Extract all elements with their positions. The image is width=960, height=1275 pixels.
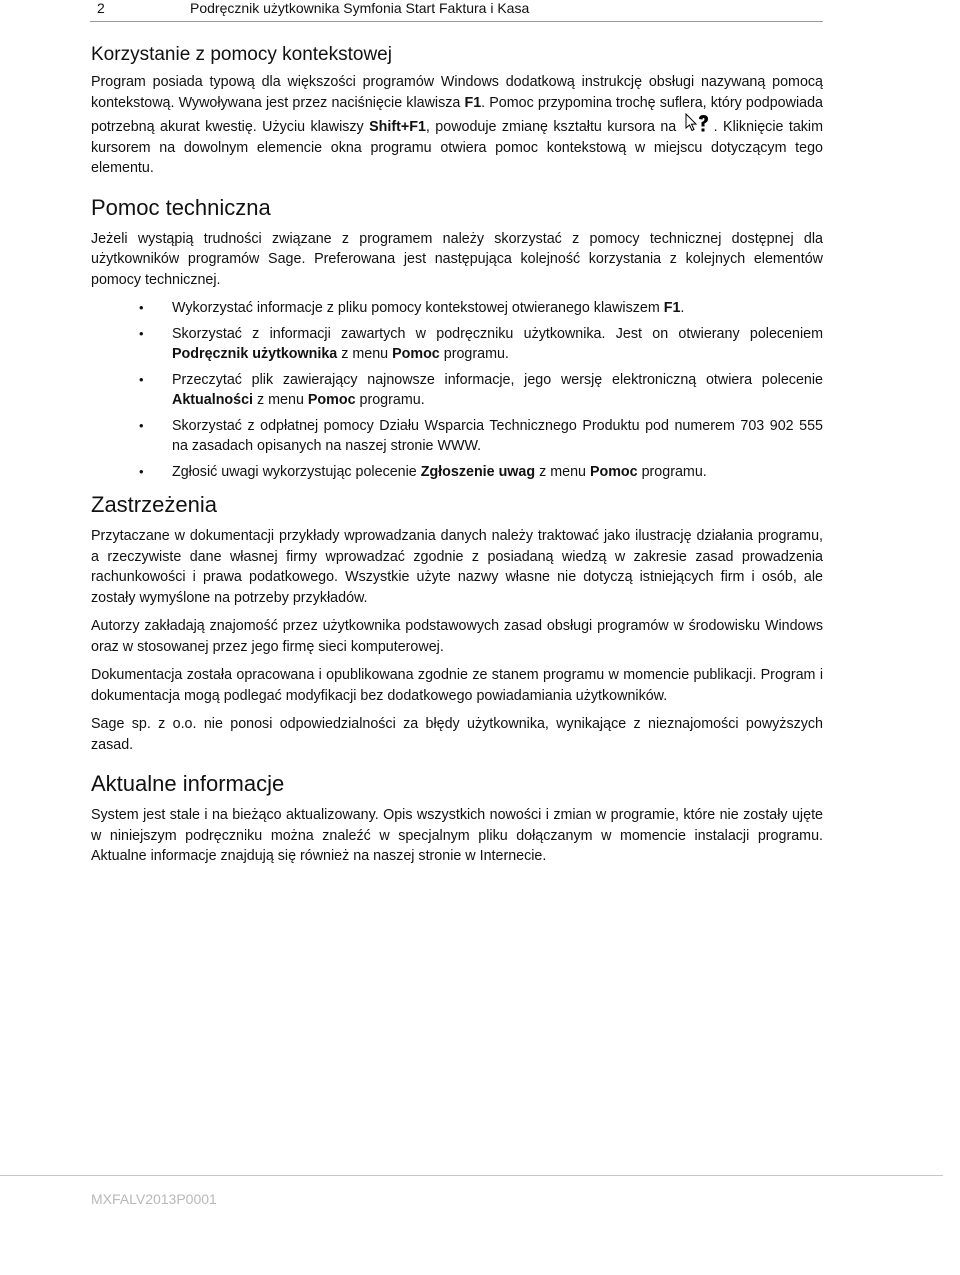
page-header [90,0,823,22]
bullet-list [91,298,823,482]
bullet-icon: • [139,325,144,341]
paragraph-aktualne: System jest stale i na bieżąco aktualizowany. Opis wszystkich nowości i zmian w programie, które nie zostały ujęte w niniejszym podręczniku można znaleźć w specjalnym pliku dołączanym w momencie instalacji programu. Aktualne informacje znajdują się również na naszej stronie w Internecie. [91,807,823,864]
key-shift-f1: Shift+F1 [369,119,426,135]
list-item: • Zgłosić uwagi wykorzystując polecenie Zgłoszenie uwag z menu Pomoc programu. [91,462,823,483]
heading-techniczna: Pomoc techniczna [91,194,271,220]
heading-zastrzezenia: Zastrzeżenia [91,492,217,517]
list-item: • Skorzystać z odpłatnej pomocy Działu Wsparcia Technicznego Produktu pod numerem 703 902 555 na zasadach opisanych na naszej stronie WWW. [139,417,823,454]
section-zastrzezenia [91,492,823,755]
help-cursor-icon [684,113,712,135]
list-item: • Przeczytać plik zawierający najnowsze informacje, jego wersję elektroniczną otwiera polecenie Aktualności z menu Pomoc programu. [139,371,823,408]
section-kontekst [91,44,823,179]
bullet-icon: • [139,463,144,479]
section-techniczna [91,195,823,483]
section-aktualne [91,771,823,867]
list-item: • Skorzystać z informacji zawartych w podręczniku użytkownika. Jest on otwierany poleceniem Podręcznik użytkownika z menu Pomoc programu. [139,325,823,362]
paragraph-zastrzezenia-2: Autorzy zakładają znajomość przez użytkownika podstawowych zasad obsługi programów w środowisku Windows oraz w stosowanej przez jego firmę sieci komputerowej. [91,618,823,655]
heading-kontekst: Korzystanie z pomocy kontekstowej [91,44,392,65]
footer-divider [0,1175,943,1176]
header-title: Podręcznik użytkownika Symfonia Start Faktura i Kasa [190,0,530,16]
paragraph-zastrzezenia-1: Przytaczane w dokumentacji przykłady wprowadzania danych należy traktować jako ilustrację działania programu, a rzeczywiste dane własnej firmy wprowadzać zgodnie z posiadaną wiedzą w zakresie zasad prowadzenia rachunkowości i prawa podatkowego. Wszystkie użyte nazwy własne nie dotyczą istniejących firm i osób, ale zostały wymyślone na potrzeby przykładów. [91,528,823,606]
heading-aktualne: Aktualne informacje [91,771,285,796]
page-number: 2 [97,0,105,16]
page-content [91,44,823,875]
bullet-icon: • [139,300,144,315]
key-f1: F1 [464,94,482,111]
list-item: • Wykorzystać informacje z pliku pomocy kontekstowej otwieranego klawiszem F1. [91,298,823,319]
bullet-icon: • [139,371,144,387]
paragraph-zastrzezenia-3: Dokumentacja została opracowana i opublikowana zgodnie ze stanem programu w momencie publikacji. Program i dokumentacja mogą podlegać modyfikacji bez dodatkowego powiadamiania użytkowników. [91,667,823,704]
bullet-icon: • [139,417,144,433]
paragraph-zastrzezenia-4: Sage sp. z o.o. nie ponosi odpowiedzialności za błędy użytkownika, wynikające z nieznajomości powyższych zasad. [91,716,823,753]
paragraph-kontekst: Program posiada typową dla większości programów Windows dodatkową instrukcję obsługi nazywaną pomocą kontekstową. Wywoływana jest przez naciśnięcie klawisza F1. Pomoc przypomina trochę suflera, który podpowiada potrzebną akurat kwestię. Użyciu klawiszy Shift+F1, powoduje zmianę kształtu kursora na . Kliknięcie takim kursorem na dowolnym elemencie okna programu otwiera pomoc kontekstową w miejscu dotyczącym tego elementu. [91,74,824,176]
document-code: MXFALV2013P0001 [91,1191,217,1207]
paragraph-techniczna: Jeżeli wystąpią trudności związane z programem należy skorzystać z pomocy technicznej dostępnej dla użytkowników programów Sage. Preferowana jest następująca kolejność korzystania z kolejnych elementów pomocy technicznej. [91,230,823,288]
